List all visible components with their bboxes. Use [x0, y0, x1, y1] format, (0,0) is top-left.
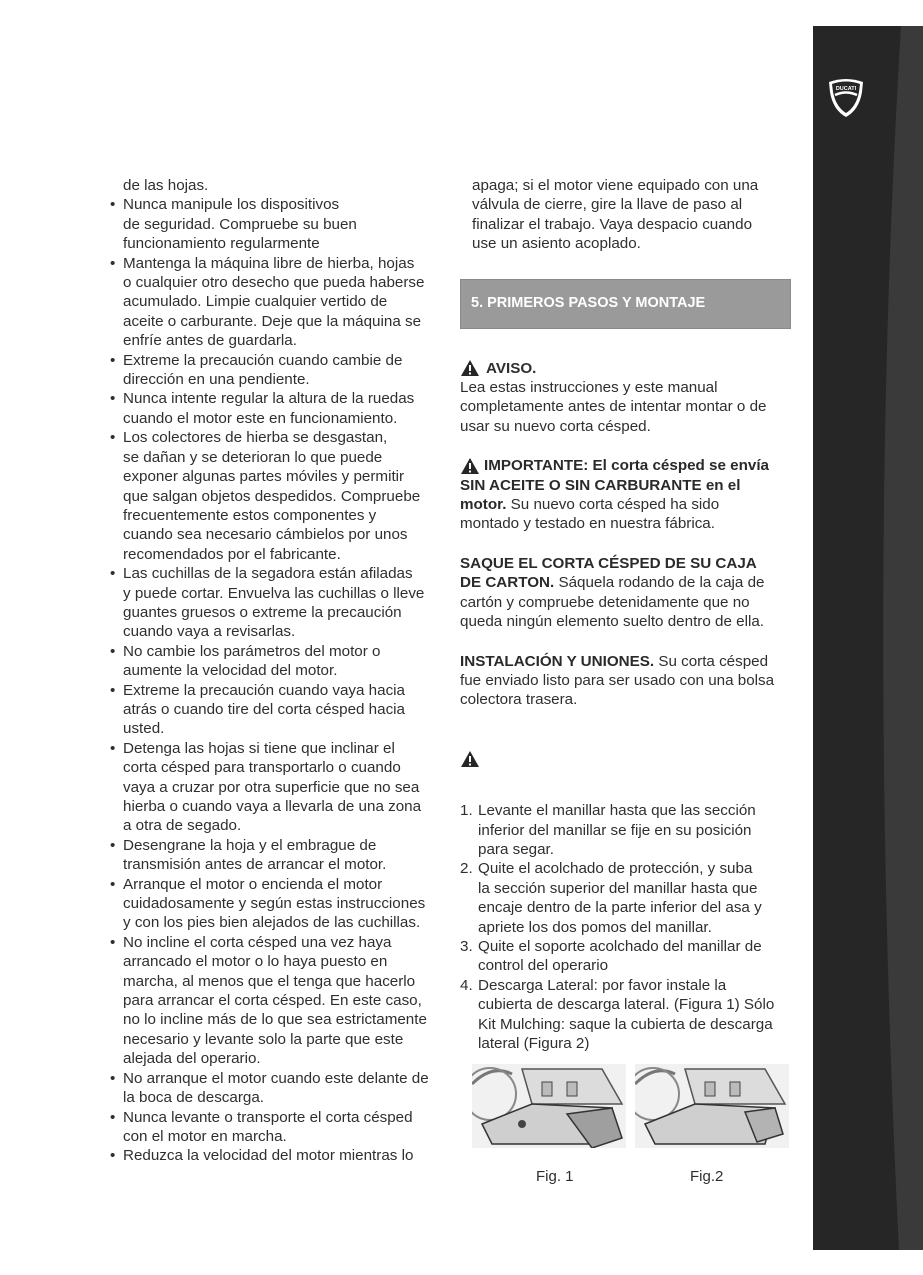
list-item-line: se dañan y se deterioran lo que puede [123, 448, 383, 466]
instalacion-text [460, 671, 795, 710]
list-item-line: atrás o cuando tire del corta césped hacia [123, 700, 405, 718]
list-item-line: • Nunca intente regular la altura de la ruedas [123, 390, 415, 408]
list-item-line: transmisión antes de arrancar el motor. [123, 856, 387, 874]
logo-text: DUCATI [835, 86, 857, 92]
figure-1-caption: Fig. 1 [536, 1168, 574, 1185]
list-item [108, 933, 448, 1069]
list-item-line: de seguridad. Compruebe su buen [123, 215, 357, 233]
list-item-line: a otra de segado. [123, 817, 242, 835]
list-item-line: dirección en una pendiente. [123, 371, 310, 389]
list-item-line: hierba o cuando vaya a llevarla de una zona [123, 798, 422, 815]
list-item [108, 681, 448, 739]
list-item-line: alejada del operario. [123, 1050, 261, 1068]
step-number: 3. [460, 937, 473, 955]
importante-text-tail: Su nuevo corta césped ha sido [506, 496, 720, 514]
step-line: Descarga Lateral: por favor instale la [478, 976, 727, 994]
list-item-line: • Reduzca la velocidad del motor mientras lo [123, 1147, 414, 1165]
list-item [108, 195, 448, 253]
figure-2-caption: Fig.2 [690, 1168, 724, 1185]
step-line: la sección superior del manillar hasta que [478, 879, 758, 897]
list-item-line: aumente la velocidad del motor. [123, 662, 338, 680]
list-item-line: acumulado. Limpie cualquier vertido de [123, 293, 388, 311]
list-item-line: la boca de descarga. [123, 1089, 265, 1107]
section-title: 5. PRIMEROS PASOS Y MONTAJE [471, 294, 706, 311]
list-item-line: y con los pies bien alejados de las cuchillas. [123, 914, 421, 932]
aviso-line: completamente antes de intentar montar o de [460, 398, 767, 416]
step-line: Levante el manillar hasta que las sección [478, 802, 756, 820]
step-number: 1. [460, 802, 473, 820]
side-band-curve [813, 26, 923, 1250]
instalacion-line: colectora trasera. [460, 691, 578, 709]
list-item [108, 389, 448, 428]
aviso-line: usar su nuevo corta césped. [460, 417, 651, 435]
list-item-line: marcha, al menos que el tenga que hacerlo [123, 972, 416, 990]
list-item [108, 1146, 448, 1165]
step-line: Quite el acolchado de protección, y suba [478, 860, 753, 878]
list-item-line: • Mantenga la máquina libre de hierba, hojas [123, 254, 415, 272]
list-item [108, 836, 448, 875]
saque-line: cartón y compruebe detenidamente que no [460, 593, 750, 611]
list-item-line: que salgan objetos despedidos. Compruebe [123, 487, 421, 505]
figure-1-image [472, 1064, 626, 1148]
importante-line: montado y testado en nuestra fábrica. [460, 515, 715, 533]
list-item-line: aceite o carburante. Deje que la máquina se [123, 312, 422, 330]
step-number: 2. [460, 860, 473, 878]
safety-list [108, 195, 448, 1165]
saque-text-tail: Sáquela rodando de la caja de [554, 574, 765, 592]
intro-line: apaga; si el motor viene equipado con una [472, 177, 759, 194]
list-item [108, 875, 448, 933]
list-item-line: cuando vaya a revisarlas. [123, 623, 296, 641]
instalacion-bold: INSTALACIÓN Y UNIONES. [460, 652, 655, 670]
list-item-line: o cualquier otro desecho que pueda haberse [123, 274, 425, 292]
continuation-line: de las hojas. [123, 177, 209, 194]
aviso-label: AVISO. [486, 359, 537, 377]
list-item [108, 428, 448, 564]
list-item-line: • No cambie los parámetros del motor o [123, 642, 381, 660]
list-item [108, 642, 448, 681]
intro-line: finalizar el trabajo. Vaya despacio cuando [472, 215, 753, 233]
aviso-block [460, 359, 795, 437]
importante-text [460, 514, 795, 533]
assembly-steps [460, 801, 795, 1053]
step-number: 4. [460, 976, 473, 994]
list-item [108, 351, 448, 390]
list-item-line: cuando sea necesario cámbielos por unos [123, 526, 408, 544]
step-line: apriete los dos pomos del manillar. [478, 918, 712, 936]
warning-icon [460, 750, 480, 768]
side-band [813, 26, 923, 1250]
list-item-line: enfríe antes de guardarla. [123, 332, 297, 350]
list-item-line: cuando el motor este en funcionamiento. [123, 409, 398, 427]
list-item-line: • Nunca manipule los dispositivos [123, 196, 340, 214]
list-item-line: no lo incline más de lo que sea estrictamente [123, 1011, 427, 1029]
aviso-text [460, 378, 795, 436]
instalacion-text-tail: Su corta césped [654, 652, 769, 670]
list-item-line: • Extreme la precaución cuando cambie de [123, 351, 403, 369]
list-item-line: funcionamiento regularmente [123, 235, 320, 253]
list-item-line: recomendados por el fabricante. [123, 545, 341, 563]
step-item [460, 976, 795, 1054]
list-item-line: • Arranque el motor o encienda el motor [123, 875, 383, 893]
left-column [108, 176, 448, 1166]
step-line: cubierta de descarga lateral. (Figura 1) Sólo [478, 996, 775, 1014]
aviso-line: Lea estas instrucciones y este manual [460, 379, 718, 397]
list-item-line: con el motor en marcha. [123, 1127, 287, 1145]
list-item [108, 739, 448, 836]
instalacion-block [460, 652, 795, 710]
list-item-line: exponer algunas partes móviles y permitir [123, 468, 405, 486]
list-item-line: • Extreme la precaución cuando vaya hacia [123, 681, 405, 699]
saque-block [460, 554, 795, 632]
intro-line: use un asiento acoplado. [472, 235, 641, 253]
importante-block [460, 456, 795, 534]
list-item-line: cuidadosamente y según estas instrucciones [123, 895, 426, 913]
list-item [108, 1069, 448, 1108]
ducati-logo-icon [826, 76, 866, 118]
list-item-line: • Desengrane la hoja y el embrague de [123, 836, 377, 854]
list-item-line: guantes gruesos o extreme la precaución [123, 603, 402, 621]
right-column [460, 176, 795, 1053]
list-item-line: • No incline el corta césped una vez haya [123, 933, 392, 951]
step-item [460, 801, 795, 859]
warning-icon [460, 457, 480, 475]
step-line: control del operario [478, 957, 609, 975]
list-item-line: corta césped para transportarlo o cuando [123, 759, 401, 777]
importante-bold-tail: motor. [460, 496, 507, 514]
list-item-line: y puede cortar. Envuelva las cuchillas o lleve [123, 584, 425, 602]
list-item-line: necesario y levante solo la parte que este [123, 1030, 404, 1048]
list-item-line: • No arranque el motor cuando este delante de [123, 1069, 429, 1087]
list-item-line: • Los colectores de hierba se desgastan, [123, 429, 388, 447]
step-line: para segar. [478, 840, 554, 858]
step-line: Quite el soporte acolchado del manillar de [478, 937, 762, 955]
step-line: encaje dentro de la parte inferior del asa y [478, 899, 762, 917]
saque-line: queda ningún elemento suelto dentro de ella. [460, 613, 764, 631]
intro-paragraph [460, 176, 795, 254]
list-item [108, 1108, 448, 1147]
saque-text [460, 593, 795, 632]
importante-line-1: IMPORTANTE: El corta césped se envía [484, 457, 769, 475]
step-item [460, 937, 795, 976]
list-item [108, 564, 448, 642]
list-item-line: • Las cuchillas de la segadora están afiladas [123, 565, 413, 583]
section-title-bar [460, 279, 791, 329]
figures [472, 1064, 792, 1194]
list-item-line: usted. [123, 720, 165, 738]
list-item-line: • Detenga las hojas si tiene que inclinar el [123, 739, 395, 757]
step-line: lateral (Figura 2) [478, 1035, 590, 1052]
step-line: inferior del manillar se fije en su posición [478, 821, 752, 839]
importante-line-2: SIN ACEITE O SIN CARBURANTE en el [460, 476, 741, 494]
intro-line: válvula de cierre, gire la llave de paso al [472, 196, 743, 214]
saque-bold-line: SAQUE EL CORTA CÉSPED DE SU CAJA [460, 554, 757, 572]
figure-2-image [635, 1064, 789, 1148]
step-item [460, 859, 795, 937]
list-item-line: vaya a cruzar por otra superficie que no sea [123, 778, 420, 796]
instalacion-line: fue enviado listo para ser usado con una bolsa [460, 671, 775, 689]
list-item-line: arrancado el motor o lo haya puesto en [123, 953, 388, 971]
list-item [108, 254, 448, 351]
saque-bold-tail: DE CARTON. [460, 574, 555, 592]
warning-icon [460, 359, 480, 377]
list-item-line: frecuentemente estos componentes y [123, 506, 377, 524]
list-item-line: para arrancar el corta césped. En este caso, [123, 992, 422, 1010]
list-item-line: • Nunca levante o transporte el corta césped [123, 1108, 413, 1126]
step-line: Kit Mulching: saque la cubierta de descarga [478, 1015, 773, 1033]
